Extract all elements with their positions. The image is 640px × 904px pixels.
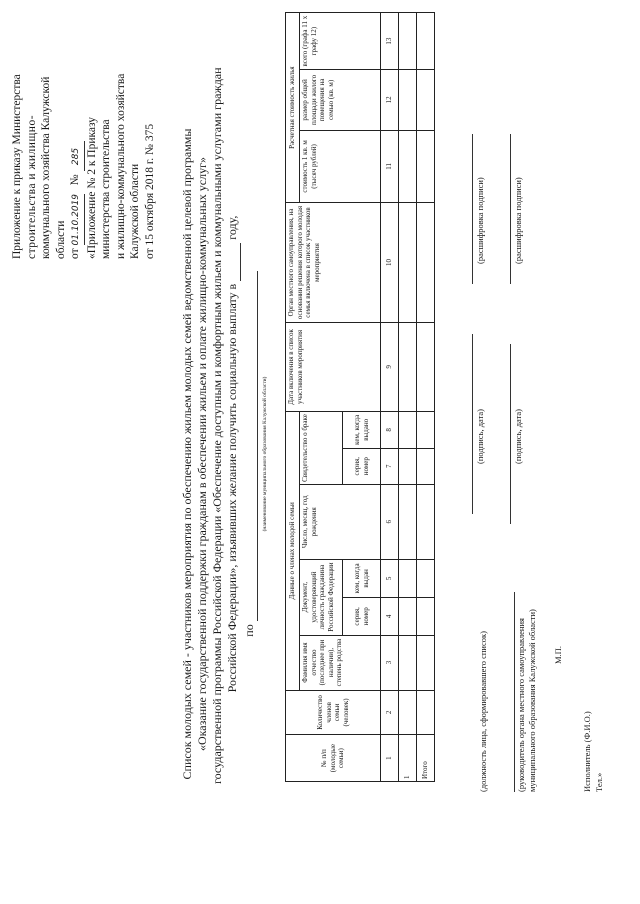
table-cell [399, 448, 417, 484]
header-cell-member-data: Данные о членах молодой семьи [286, 412, 300, 690]
header-cell-authority: Орган местного самоуправления, на основании решения которого молодая семья включена в список участников мероприятия [286, 203, 381, 322]
header-cell-marriage-issued: кем, когда выдано [343, 412, 381, 448]
year-blank [225, 243, 241, 281]
signature-line [472, 334, 473, 514]
appendix-line: Калужской области [129, 163, 141, 259]
title-line-4 [225, 124, 241, 784]
column-number: 8 [381, 412, 399, 448]
appendix-header [10, 4, 157, 259]
header-cell-birth-date: Число, месяц, год рождения [300, 484, 381, 559]
appendix-line: «Приложение № 2 к Приказу [85, 116, 98, 259]
table-cell [417, 130, 435, 203]
head-line [514, 592, 515, 792]
phone-label: Тел.» [594, 772, 604, 792]
table-cell [417, 322, 435, 411]
column-number: 12 [381, 70, 399, 130]
table-cell [417, 13, 435, 70]
table-row [399, 13, 417, 782]
title-line-5-prefix: по [242, 624, 256, 637]
total-row [417, 13, 435, 782]
title-line-5 [242, 124, 258, 784]
header-cell-total: всего (графа 11 х графу 12) [300, 13, 381, 70]
order-number-prefix: № [69, 174, 81, 186]
column-number: 9 [381, 322, 399, 411]
decode-line [472, 134, 473, 284]
column-number: 5 [381, 559, 399, 597]
head-caption-1: (руководитель органа местного самоуправления [516, 618, 526, 792]
row-number: 1 [399, 735, 417, 782]
table-cell [417, 635, 435, 690]
list-title [180, 67, 273, 784]
header-cell-housing-cost: Расчетная стоимость жилья [286, 13, 300, 203]
title-line-3: государственной программы Российской Федерации «Обеспечение доступным и комфортным жильем и коммунальными услугами граждан [210, 67, 224, 784]
table-cell [399, 484, 417, 559]
appendix-line: и жилищно-коммунального хозяйства [114, 73, 127, 259]
table-cell [417, 448, 435, 484]
families-table [285, 12, 435, 782]
column-number: 4 [381, 598, 399, 635]
table-cell [417, 598, 435, 635]
column-number: 10 [381, 203, 399, 322]
table-cell [417, 70, 435, 130]
head-sign-date-caption: (подпись, дата) [513, 408, 523, 464]
header-cell-number: № п/п (молодые семьи) [286, 735, 381, 782]
head-decode-line [510, 134, 511, 284]
header-cell-marriage-series: серия, номер [343, 448, 381, 484]
table-cell [399, 635, 417, 690]
title-line-1: Список молодых семей - участников мероприятия по обеспечению жильем молодых семей ведомственной целевой программы [180, 128, 194, 780]
order-date-prefix: от [69, 248, 81, 259]
column-number: 2 [381, 690, 399, 735]
order-line [68, 4, 85, 259]
header-cell-area: размер общей площади жилого помещения на семью (кв. м) [300, 70, 381, 130]
table-cell [399, 13, 417, 70]
table-cell [399, 690, 417, 735]
header-line: области [54, 220, 67, 259]
column-number: 7 [381, 448, 399, 484]
compiler-decode-caption: (расшифровка подписи) [475, 177, 485, 264]
header-line: коммунального хозяйства Калужской [40, 76, 52, 259]
head-decode-caption: (расшифровка подписи) [513, 177, 523, 264]
header-cell-full-name: Фамилия имя отчество (последнее при наличии), степень родства [300, 635, 381, 690]
table-cell [399, 70, 417, 130]
appendix-line: от 15 октября 2018 г. № 375 [143, 123, 156, 259]
title-line-4-suffix: году, [225, 215, 239, 240]
header-cell-cost-per-m2: стоимость 1 кв. м (тысяч рублей) [300, 130, 381, 203]
header-cell-id-document: Документ, удостоверяющий личность гражданина Российской Федерации [300, 559, 343, 635]
table-cell [399, 322, 417, 411]
table-cell [417, 690, 435, 735]
table-cell [399, 203, 417, 322]
header-cell-doc-issued: кем, когда выдан [343, 559, 381, 597]
title-line-2: «Оказание государственной поддержки гражданам в обеспечении жильем и оплате жилищно-коммунальных услуг» [195, 156, 209, 752]
table-cell [399, 130, 417, 203]
table-cell [417, 203, 435, 322]
table-cell [417, 484, 435, 559]
header-line: Приложение к приказу Министерства [11, 74, 23, 259]
column-number: 6 [381, 484, 399, 559]
table-cell [399, 559, 417, 597]
compiler-sign-date-caption: (подпись, дата) [475, 408, 485, 464]
table-cell [399, 412, 417, 448]
title-line-4-text: Российской Федерации», изъявивших желание получить социальную выплату в [225, 283, 239, 693]
header-cell-doc-series: серия, номер [343, 598, 381, 635]
table-cell [417, 559, 435, 597]
header-cell-member-count: Количество членов семьи (человек) [286, 690, 381, 735]
header-cell-inclusion-date: Дата включения в список участников мероприятия [286, 322, 381, 411]
column-number: 3 [381, 635, 399, 690]
total-label: Итого [417, 735, 435, 782]
head-signature-line [510, 344, 511, 524]
column-number: 1 [381, 735, 399, 782]
head-caption-2: муниципального образования Калужской области) [527, 609, 537, 792]
column-number: 11 [381, 130, 399, 203]
header-cell-marriage-certificate: Свидетельство о браке [300, 412, 343, 485]
header-line: строительства и жилищно- [25, 114, 38, 259]
order-date-handwritten: 01.10.2019 [69, 194, 85, 246]
column-number-row [381, 13, 399, 782]
column-number: 13 [381, 13, 399, 70]
municipality-sublabel: (наименование муниципального образования Калужской области) [262, 376, 268, 532]
executor-label: Исполнитель (Ф.И.О.) [582, 711, 592, 792]
municipality-blank [242, 271, 258, 621]
appendix-line: министерства строительства [100, 119, 112, 259]
order-number-handwritten: 285 [69, 141, 85, 171]
table-cell [399, 598, 417, 635]
table-cell [417, 412, 435, 448]
stamp-place: М.П. [553, 646, 563, 664]
compiler-position-caption: (должность лица, сформировавшего список) [478, 631, 488, 792]
